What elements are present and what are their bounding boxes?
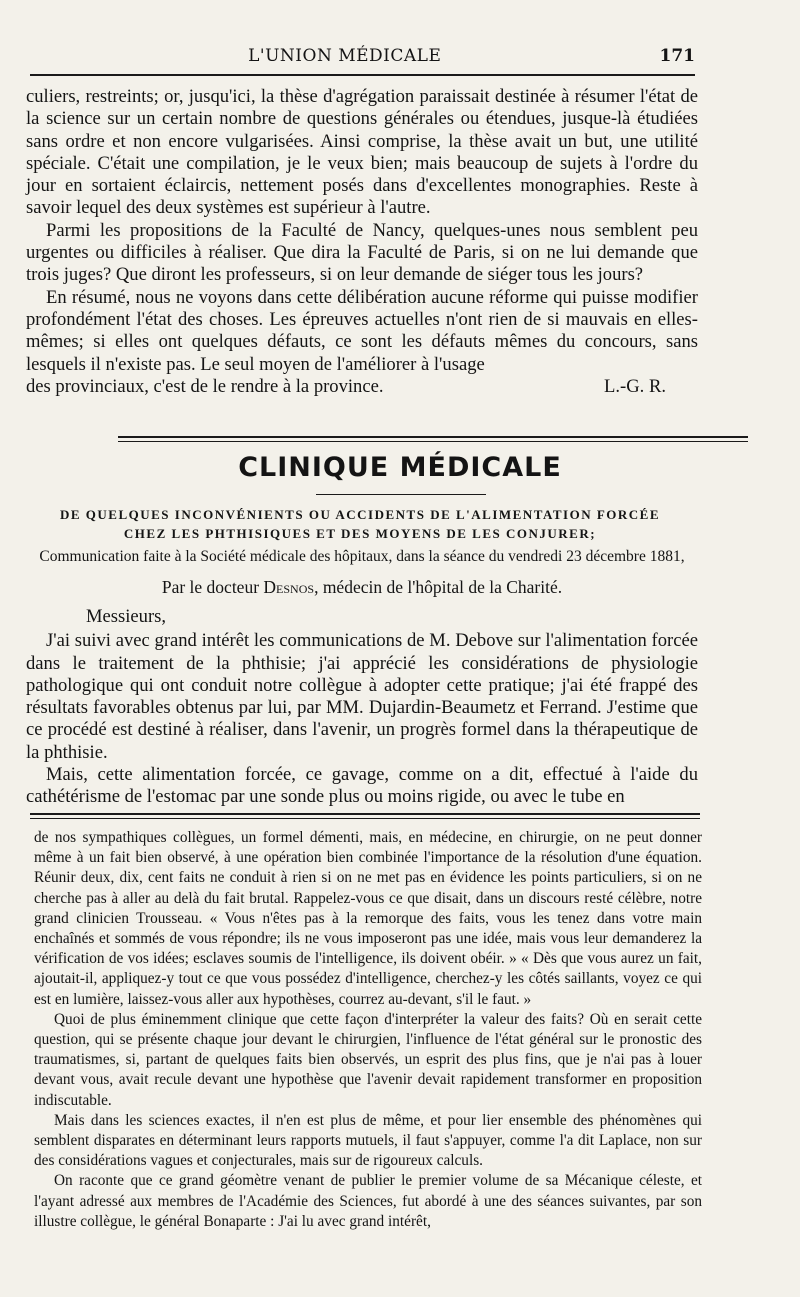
- footnote-rule-top: [30, 813, 700, 815]
- author-line: [26, 577, 698, 598]
- title-rule: [316, 494, 486, 495]
- footnote-paragraph: de nos sympathiques collègues, un formel démenti, mais, en médecine, en chirurgie, on ne peut donner même à un fait bien observé, à une opération bien combinée l'importance de la résolution d'une équation. Réunir deux, dix, cent faits ne conduit à rien si on ne met pas en évidence les points particuliers, si on ne cherche pas à aller au delà du fait brutal. Rappelez-vous ce que disait, dans un discours resté célèbre, notre grand clinicien Trousseau. « Vous n'êtes pas à la remorque des faits, vous les tenez dans votre main enchaînés et sommés de vous répondre; ils ne vous imposeront pas une idée, mais vous leur demanderez la vérification de vos idées; esclaves soumis de l'intelligence, ils doivent obéir. » « Dès que vous aurez un fait, ajoutait-il, appliquez-y tout ce que vous possédez d'intelligence, cherchez-y les côtés saillants, voyez ce qui est en lumière, laissez-vous aller aux hypothèses, courrez au-devant, s'il le faut. »: [34, 829, 702, 1008]
- running-header: [30, 46, 695, 66]
- page-number: 171: [659, 46, 695, 66]
- author-prefix: Par le docteur: [161, 577, 264, 597]
- closing-line: [26, 376, 698, 398]
- paragraph: culiers, restreints; or, jusqu'ici, la thèse d'agrégation paraissait destinée à résumer l'état de la science sur un certain nombre de questions générales ou étendues, jusque-là étudiées sans ordre et non encore vulgarisées. Ainsi comprise, la thèse avait un but, une utilité spéciale. C'était une compilation, je le veux bien; mais beaucoup de sujets à l'ordre du jour en sortaient éclaircis, nettement posés dans d'excellentes monographies. Reste à savoir lequel des deux systèmes est supérieur à l'autre.: [26, 86, 698, 219]
- footnote-paragraph: Mais dans les sciences exactes, il n'en est plus de même, et pour lier ensemble des phénomènes qui semblent disparates en déterminant leurs rapports mutuels, il faut s'appuyer, comme l'a dit Laplace, non sur des considérations vagues et conjecturales, mais sur de rigoureux calculs.: [34, 1111, 702, 1170]
- section-title: CLINIQUE MÉDICALE: [238, 452, 562, 483]
- paragraph: Mais, cette alimentation forcée, ce gavage, comme on a dit, effectué à l'aide du cathétérisme de l'estomac par une sonde plus ou moins rigide, ou avec le tube en: [26, 764, 698, 808]
- author-name: Desnos: [263, 577, 315, 597]
- closing-text: des provinciaux, c'est de le rendre à la province.: [26, 375, 384, 397]
- signature: L.-G. R.: [604, 375, 666, 397]
- article-subtitle-line-1: DE QUELQUES INCONVÉNIENTS OU ACCIDENTS DE L'ALIMENTATION FORCÉE: [59, 507, 661, 522]
- paragraph: Parmi les propositions de la Faculté de Nancy, quelques-unes nous semblent peu urgentes ou difficiles à réaliser. Que dira la Faculté de Paris, si on ne lui demande que trois juges? Que diront les professeurs, si on leur demande de siéger tous les jours?: [26, 219, 698, 286]
- footnote-paragraph: Quoi de plus éminemment clinique que cette façon d'interpréter la valeur des faits? Où en serait cette question, qui se présente chaque jour devant le chirurgien, l'influence de l'état général sur le pronostic des traumatismes, si, partant de quelques faits bien observés, un esprit des plus fins, que je n'ai pas à louer devant vous, avait recule devant une hypothèse que l'avenir devait rapidement transformer en proposition indiscutable.: [34, 1010, 702, 1109]
- author-suffix: , médecin de l'hôpital de la Charité.: [314, 577, 563, 597]
- footnote: [34, 828, 702, 1232]
- article-body: [26, 606, 698, 809]
- footnote-paragraph: On raconte que ce grand géomètre venant de publier le premier volume de sa Mécanique céleste, et l'ayant adressé aux membres de l'Académie des Sciences, fut abordé à une des séances suivantes, par son illustre collègue, le général Bonaparte : J'ai lu avec grand intérêt,: [34, 1172, 702, 1230]
- salutation: Messieurs,: [86, 606, 167, 627]
- section-rule-top: [118, 436, 748, 438]
- section-rule-bottom: [118, 441, 748, 442]
- article-subtitle-line-2: CHEZ LES PHTHISIQUES ET DES MOYENS DE LES CONJURER;: [123, 526, 597, 541]
- journal-title: L'UNION MÉDICALE: [248, 46, 442, 66]
- footnote-rule-bottom: [30, 818, 700, 819]
- header-rule: [30, 74, 695, 76]
- previous-article-text: [26, 86, 698, 398]
- paragraph: En résumé, nous ne voyons dans cette délibération aucune réforme qui puisse modifier profondément l'état des choses. Les épreuves actuelles n'ont rien de si mauvais en elles-mêmes; si elles ont quelques défauts, ce sont les défauts mêmes du concours, sans lesquels il n'existe pas. Le seul moyen de l'améliorer à l'usage: [26, 286, 698, 375]
- communication-note: Communication faite à la Société médicale des hôpitaux, dans la séance du vendredi 23 décembre 1881,: [39, 548, 685, 565]
- paragraph: J'ai suivi avec grand intérêt les communications de M. Debove sur l'alimentation forcée dans le traitement de la phthisie; j'ai apprécié les considérations de physiologie pathologique qui ont conduit notre collègue à adopter cette pratique; j'ai été frappé des résultats favorables obtenus par lui, par MM. Dujardin-Beaumetz et Ferrand. J'estime que ce procédé est destiné à réaliser, dans l'avenir, un progrès formel dans la thérapeutique de la phthisie.: [26, 630, 698, 763]
